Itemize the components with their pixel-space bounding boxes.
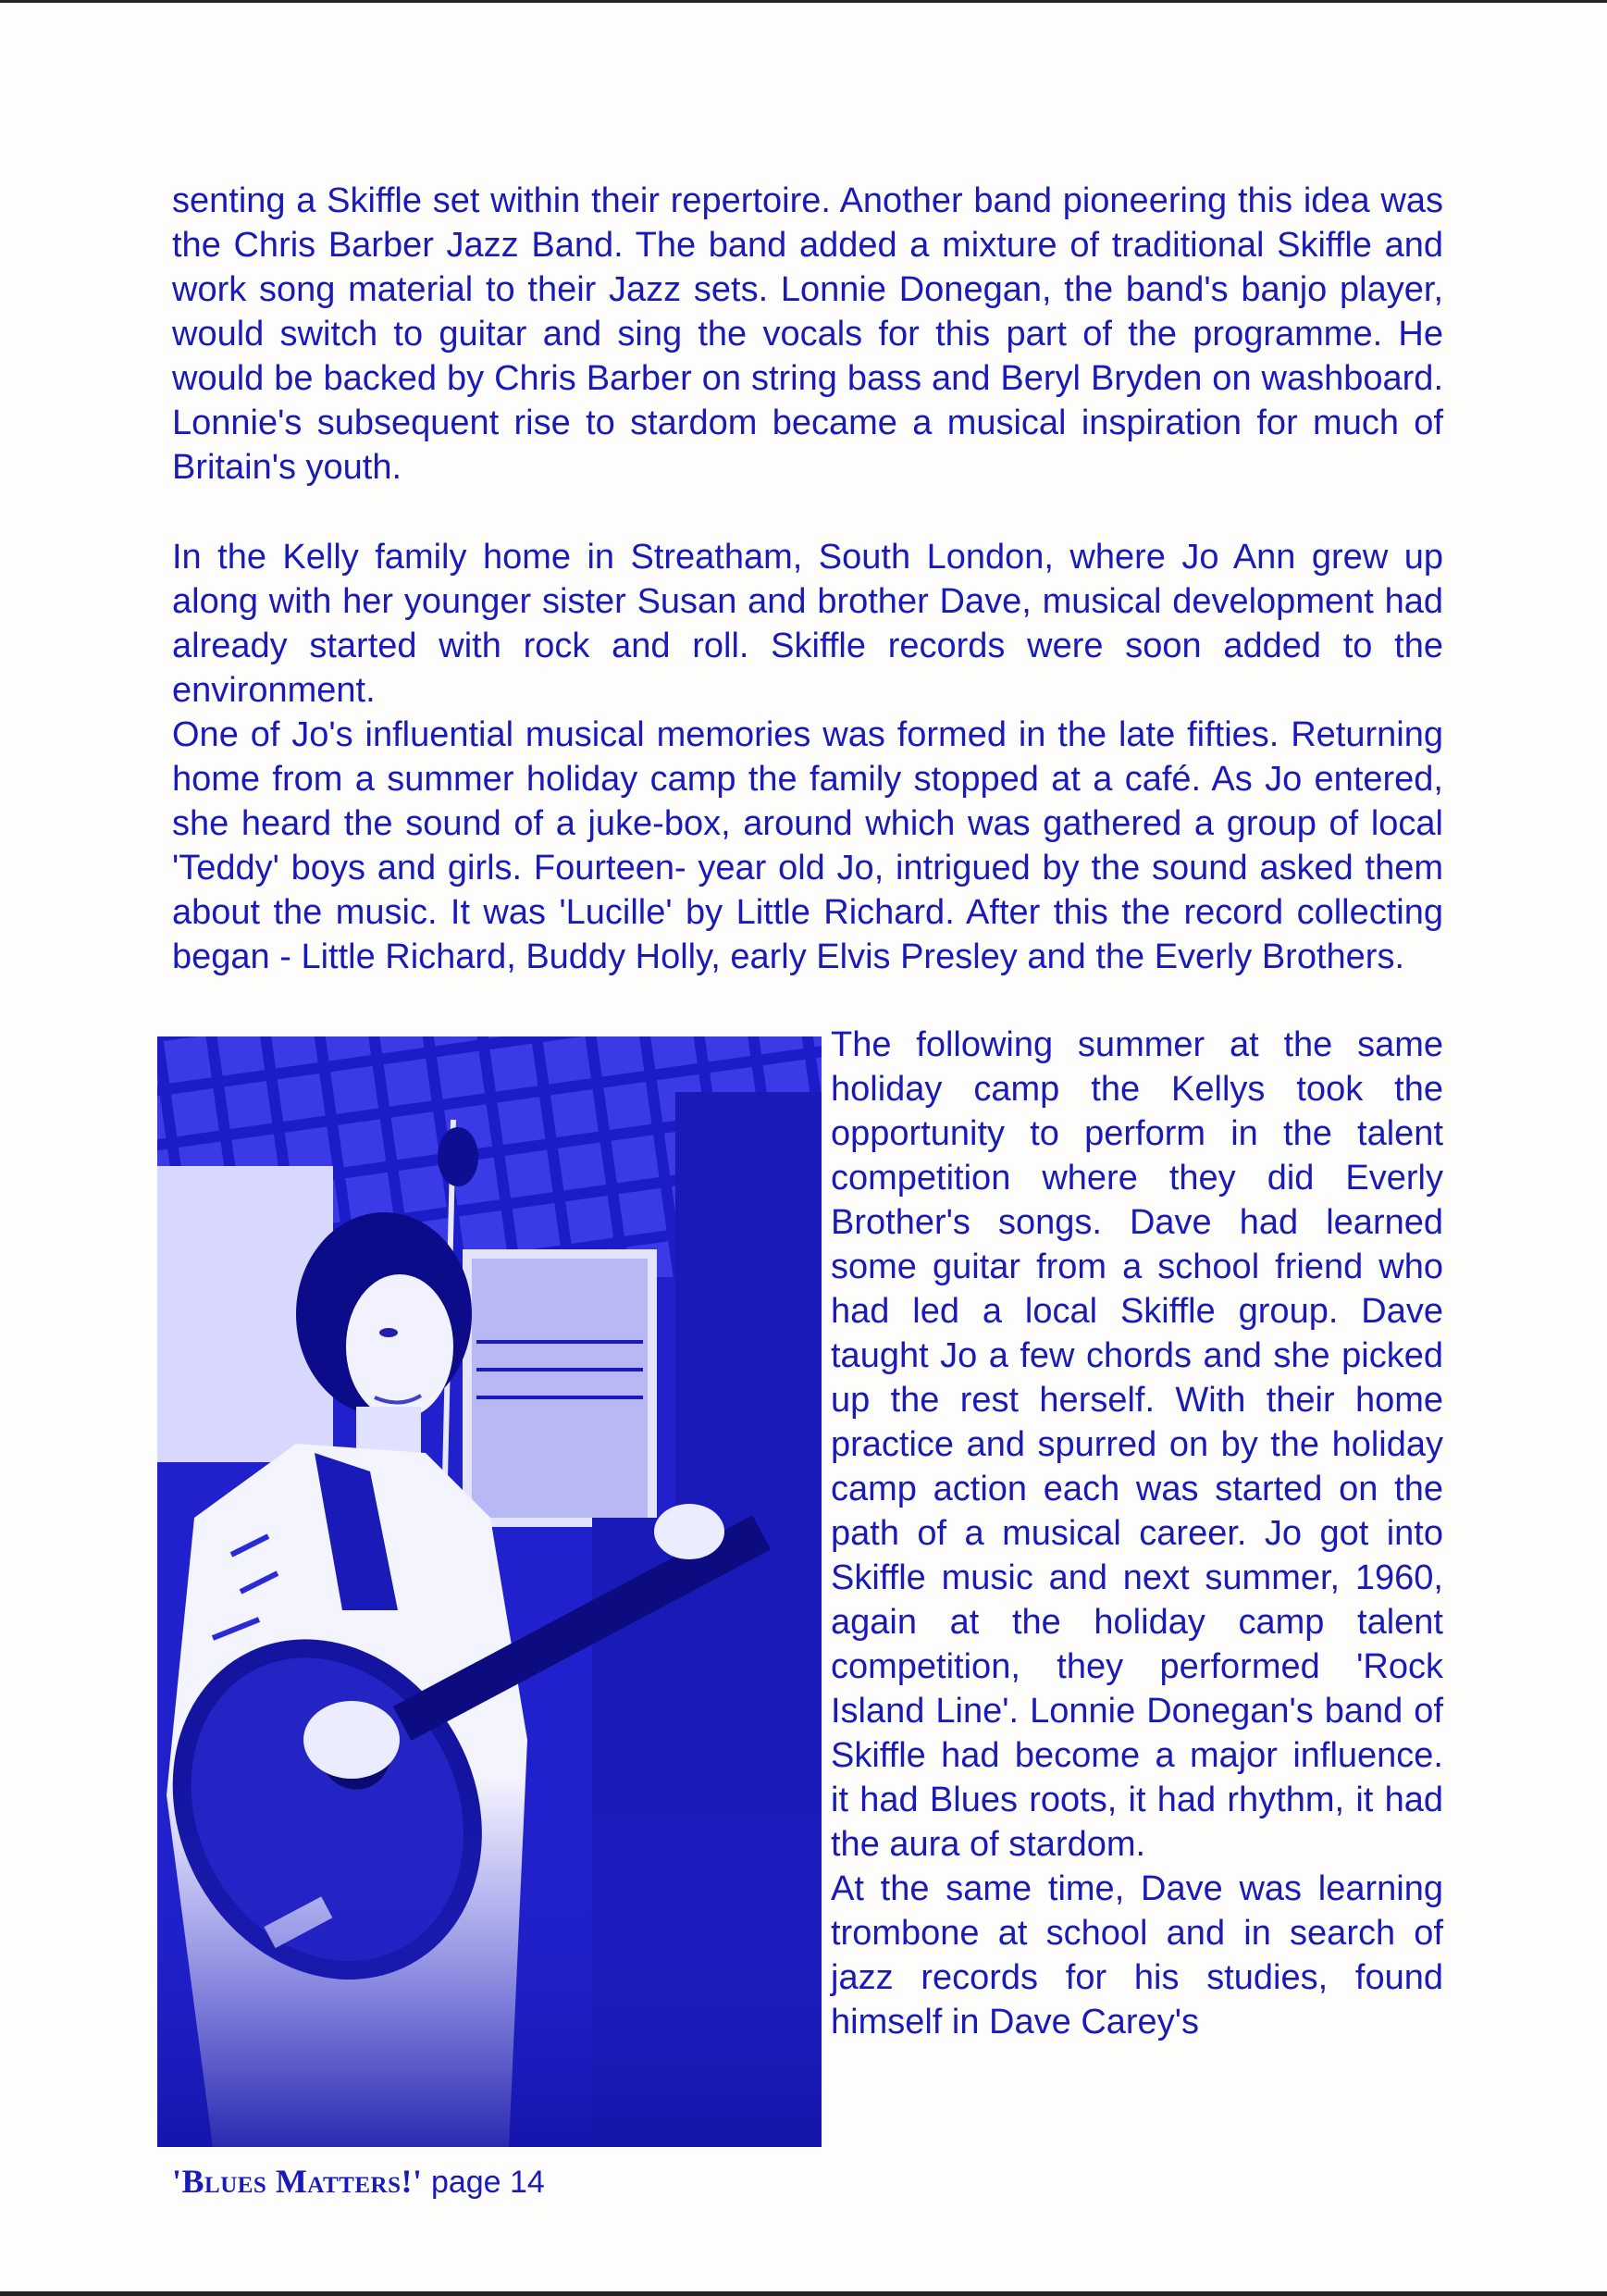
page-number: page 14 [430, 2165, 545, 2200]
page-footer [172, 2163, 545, 2201]
sidebar-column-text [831, 1023, 1443, 2044]
article-paragraph-4: The following summer at the same holiday camp the Kellys took the opportunity to perform in the talent competition where they did Everly Brother's songs. Dave had learned some guitar from a school friend who had led a local Skiffle group. Dave taught Jo a few chords and she picked up the rest herself. With their home practice and spurred on by the holiday camp action each was started on the path of a musical career. Jo got into Skiffle music and next summer, 1960, again at the holiday camp talent competition, they performed 'Rock Island Line'. Lonnie Donegan's band of Skiffle had become a major influence. it had Blues roots, it had rhythm, it had the aura of stardom. [831, 1025, 1443, 1864]
article-paragraph-3: One of Jo's influential musical memories was formed in the late fifties. Returning home from a summer holiday camp the family stopped at a café. As Jo entered, she heard the sound of a juke-box, around which was gathered a group of local 'Teddy' boys and girls. Fourteen- year old Jo, intrigued by the sound asked them about the music. It was 'Lucille' by Little Richard. After this the record collecting began - Little Richard, Buddy Holly, early Elvis Presley and the Everly Brothers. [172, 715, 1443, 976]
page-bottom-edge [0, 2291, 1607, 2296]
page-top-edge [0, 0, 1607, 3]
magazine-title: 'Blues Matters!' [172, 2163, 423, 2200]
photo-guitarist [157, 1036, 822, 2147]
article-paragraph-1: senting a Skiffle set within their repertoire. Another band pioneering this idea was the Chris Barber Jazz Band. The band added a mixture of traditional Skiffle and work song material to their Jazz sets. Lonnie Donegan, the band's banjo player, would switch to guitar and sing the vocals for this part of the programme. He would be backed by Chris Barber on string bass and Beryl Bryden on washboard. Lonnie's subsequent rise to stardom became a musical inspiration for much of Britain's youth. [172, 181, 1443, 487]
article-paragraph-5: At the same time, Dave was learning trombone at school and in search of jazz records for his studies, found himself in Dave Carey's [831, 1869, 1443, 2042]
article-paragraph-2: In the Kelly family home in Streatham, South London, where Jo Ann grew up along with her younger sister Susan and brother Dave, musical development had already started with rock and roll. Skiffle records were soon added to the environment. [172, 538, 1443, 710]
